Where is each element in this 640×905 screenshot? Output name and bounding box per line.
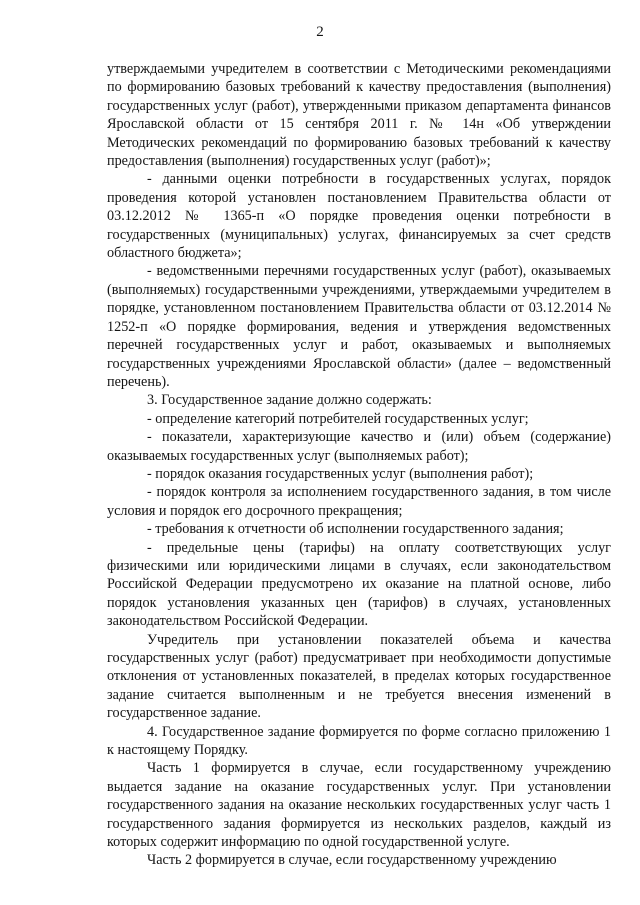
paragraph: - данными оценки потребности в государственных услугах, порядок проведения которой установлен постановлением Правительства области от 03.12.2012 № 1365-п «О порядке проведения оценки потребности в государственных (муниципальных) услугах, финансируемых за счет средств областного бюджета»; [107,171,611,262]
paragraph: - порядок оказания государственных услуг (выполнения работ); [147,465,534,482]
paragraph: Учредитель при установлении показателей объема и качества государственных услуг (работ) предусматривает при необходимости допустимые отклонения от установленных показателей, в пределах которых государственное задание считается выполненным и не требуется внесения изменений в государственное задание. [107,631,611,722]
page-number: 2 [316,24,324,40]
paragraph: - ведомственными перечнями государственных услуг (работ), оказываемых (выполняемых) государственными учреждениями, утверждаемыми учредителем в порядке, установленном постановлением Правительства области от 03.12.2014 № 1252-п «О порядке формирования, ведения и утверждения ведомственных перечней государственных услуг и работ, оказываемых и выполняемых государственных учреждениями Ярославской области» (далее – ведомственный перечень). [107,263,611,390]
paragraph: 3. Государственное задание должно содержать: [147,392,432,409]
paragraph: Часть 2 формируется в случае, если государственному учреждению [147,852,557,869]
paragraph: - определение категорий потребителей государственных услуг; [147,410,529,427]
document-body [107,60,611,870]
paragraph: - порядок контроля за исполнением государственного задания, в том числе условия и порядок его досрочного прекращения; [107,484,611,519]
paragraph: - предельные цены (тарифы) на оплату соответствующих услуг физическими или юридическими лицами в случаях, если законодательством Российской Федерации предусмотрено их оказание на платной основе, либо порядок установления указанных цен (тарифов) в случаях, установленных законодательством Российской Федерации. [107,539,611,630]
paragraph: утверждаемыми учредителем в соответствии с Методическими рекомендациями по формированию базовых требований к качеству предоставления (выполнения) государственных услуг (работ), утвержденными приказом департамента финансов Ярославской области от 15 сентября 2011 г. № 14н «Об утверждении Методических рекомендаций по формированию базовых требований к качеству предоставления (выполнения) государственных услуг (работ)»; [107,61,611,170]
paragraph: - показатели, характеризующие качество и (или) объем (содержание) оказываемых государственных услуг (выполняемых работ); [107,429,611,464]
paragraph: - требования к отчетности об исполнении государственного задания; [147,521,564,538]
paragraph: 4. Государственное задание формируется по форме согласно приложению 1 к настоящему Порядку. [107,723,611,759]
paragraph: Часть 1 формируется в случае, если государственному учреждению выдается задание на оказание государственных услуг. При установлении государственного задания на оказание нескольких государственных услуг часть 1 государственного задания формируется из нескольких разделов, каждый из которых содержит информацию по одной государственной услуге. [107,760,611,851]
